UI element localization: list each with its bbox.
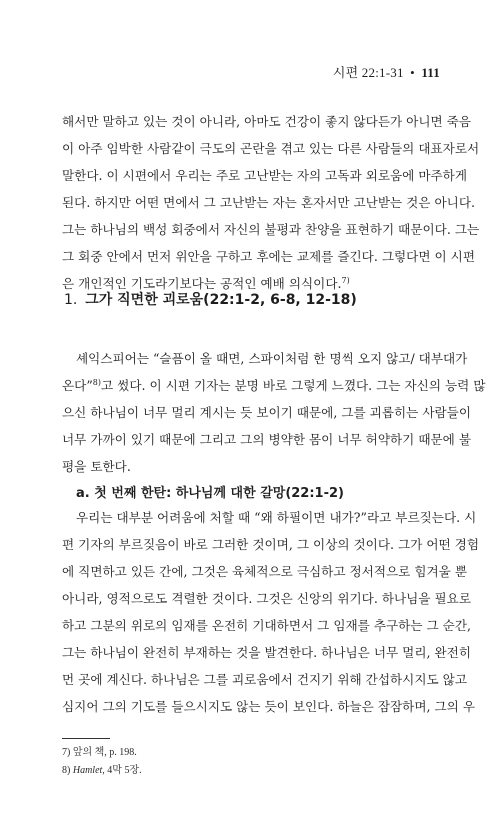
text-line: 하고 그분의 위로의 임재를 온전히 기대하면서 그 임재를 추구하는 그 순간, [62,618,472,633]
text-line: 해서만 말하고 있는 것이 아니라, 아마도 건강이 좋지 않다든가 아니면 죽음 [62,114,472,129]
section-heading [64,289,357,309]
paragraph-2 [62,345,486,480]
footnote-divider [62,738,110,739]
running-header [333,62,440,81]
section-number: 1. [64,292,78,308]
footnote-8 [62,762,142,780]
text-line: 된다. 하지만 어떤 면에서 그 고난받는 자는 혼자서만 고난받는 것은 아니다. [62,195,476,210]
footnote-8-number: 8) [62,765,73,776]
text-line: 이 아주 임박한 사람같이 극도의 곤란을 겪고 있는 다른 사람들의 대표자로서 [62,141,480,156]
text-line: 편 기자의 부르짖음이 바로 그러한 것이며, 그 이상의 것이다. 그가 어떤 경험 [62,537,480,552]
text-line: 그는 하나님이 완전히 부재하는 것을 발견한다. 하나님은 너무 멀리, 완전히 [62,645,472,660]
section-title: 그가 직면한 괴로움(22:1-2, 6-8, 12-18) [85,292,357,308]
text-line: 평을 토한다. [62,459,131,474]
text-line: 너무 가까이 있기 때문에 그리고 그의 병약한 몸이 너무 허약하기 때문에 불 [62,432,472,447]
header-section: 시편 22:1-31 [332,65,404,80]
text-line: 아니라, 영적으로도 격렬한 것이다. 그것은 신앙의 위기다. 하나님을 필요로 [62,591,472,606]
footnote-ref-7: 7) [341,275,350,285]
text-line: 으신 하나님이 너무 멀리 계시는 듯 보이기 때문에, 그를 괴롭히는 사람들이 [62,405,472,420]
text-fragment: 온다” [62,378,93,393]
text-fragment: 고 썼다. 이 시편 기자는 분명 바로 그렇게 느꼈다. 그는 자신의 능력 많 [101,378,486,393]
page-number: 111 [421,65,440,80]
footnotes [62,744,142,780]
text-line: 우리는 대부분 어려움에 처할 때 “왜 하필이면 내가?”라고 부르짖는다. 시 [76,510,477,525]
footnote-8-location: , 4막 5장. [102,765,142,776]
paragraph-3 [62,504,480,720]
text-line [62,372,486,399]
footnote-8-title: Hamlet [72,765,103,776]
text-line: 말한다. 이 시편에서 우리는 주로 고난받는 자의 고독과 외로움에 마주하게 [62,168,467,183]
text-line: 셰익스피어는 “슬픔이 올 때면, 스파이처럼 한 명씩 오지 않고/ 대부대가 [76,351,468,366]
text-line: 그는 하나님의 백성 회중에서 자신의 불평과 찬양을 표현하기 때문이다. 그는 [62,222,480,237]
paragraph-1 [62,108,480,297]
text-line: 심지어 그의 기도를 들으시지도 않는 듯이 보인다. 하늘은 잠잠하며, 그의 우 [62,699,476,714]
text-line-content: 은 개인적인 기도라기보다는 공적인 예배 의식이다. [62,276,342,291]
subheading: a. 첫 번째 한탄: 하나님께 대한 갈망(22:1-2) [76,486,344,501]
footnote-ref-8: 8) [92,377,101,387]
text-line: 에 직면하고 있든 간에, 그것은 육체적으로 극심하고 정서적으로 힘겨울 뿐 [62,564,467,579]
footnote-7: 7) 앞의 책, p. 198. [62,747,137,758]
text-line: 먼 곳에 계신다. 하나님은 그를 괴로움에서 건지기 위해 간섭하시지도 않고 [62,672,467,687]
header-bullet: • [410,65,415,80]
text-line: 그 회중 안에서 먼저 위안을 구하고 후에는 교제를 즐긴다. 그렇다면 이 시편 [62,249,476,264]
